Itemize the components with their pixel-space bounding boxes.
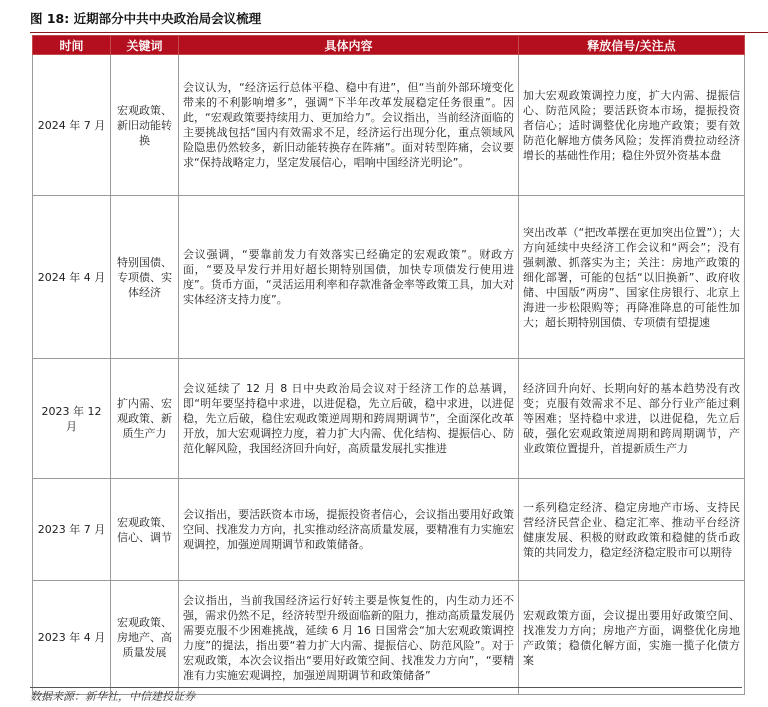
row-time: 2024 年 4 月 [33, 196, 111, 359]
row-time: 2023 年 7 月 [33, 479, 111, 581]
row-content: 会议强调，“要靠前发力有效落实已经确定的宏观政策”。财政方面，“要及早发行并用好超长期特别国债，加快专项债发行使用进度”。货币方面，“灵活运用利率和存款准备金率等政策工具，加大对实体经济支持力度”。 [179, 196, 519, 359]
source-note: 数据来源：新华社，中信建投证券 [30, 690, 195, 703]
table-row [33, 479, 745, 581]
bottom-rule [30, 687, 742, 688]
row-signal: 一系列稳定经济、稳定房地产市场、支持民营经济民营企业、稳定汇率、推动平台经济健康发展、积极的财政政策和稳健的货币政策的共同发力，稳定经济稳定股市可以期待 [519, 479, 745, 581]
row-keywords: 宏观政策、信心、调节 [111, 479, 179, 581]
table-row [33, 359, 745, 479]
row-keywords: 特别国债、专项债、实体经济 [111, 196, 179, 359]
row-content: 会议认为，“经济运行总体平稳、稳中有进”，但“当前外部环境变化带来的不利影响增多”，强调“下半年改革发展稳定任务很重”。因此，“宏观政策要持续用力、更加给力”。会议指出，当前经济面临的主要挑战包括“国内有效需求不足，经济运行出现分化，重点领域风险隐患仍然较多，新旧动能转换存在阵痛”。面对转型阵痛，会议要求“保持战略定力，坚定发展信心，唱响中国经济光明论”。 [179, 55, 519, 196]
row-signal: 宏观政策方面，会议提出要用好政策空间、找准发力方向；房地产方面，调整优化房地产政策；稳债化解方面，实施一揽子化债方案 [519, 581, 745, 695]
header-signal: 释放信号/关注点 [519, 36, 745, 55]
row-signal: 加大宏观政策调控力度，扩大内需、提振信心、防范风险；要活跃资本市场，提振投资者信心；适时调整优化房地产政策；要有效防范化解地方债务风险；发挥消费拉动经济增长的基础性作用；稳住外贸外资基本盘 [519, 55, 745, 196]
table-row [33, 196, 745, 359]
table-row [33, 581, 745, 695]
row-keywords: 宏观政策、房地产、高质量发展 [111, 581, 179, 695]
figure-title: 图 18: 近期部分中共中央政治局会议梳理 [30, 6, 768, 33]
row-keywords: 扩内需、宏观政策、新质生产力 [111, 359, 179, 479]
row-time: 2024 年 7 月 [33, 55, 111, 196]
row-content: 会议延续了 12 月 8 日中央政治局会议对于经济工作的总基调，即“明年要坚持稳中求进，以进促稳，先立后破，稳中求进，以进促稳，先立后破，稳住宏观政策逆周期和跨周期调节”，全面深化改革开放，加大宏观调控力度，着力扩大内需、优化结构、提振信心、防范化解风险，我国经济回升向好，高质量发展扎实推进 [179, 359, 519, 479]
row-keywords: 宏观政策、新旧动能转换 [111, 55, 179, 196]
row-time: 2023 年 12 月 [33, 359, 111, 479]
header-time: 时间 [33, 36, 111, 55]
table-header-row [33, 36, 745, 55]
row-signal: 经济回升向好、长期向好的基本趋势没有改变；克服有效需求不足、部分行业产能过剩等困难；坚持稳中求进，以进促稳，先立后破，强化宏观政策逆周期和跨周期调节，产业政策位置提升，首提新质生产力 [519, 359, 745, 479]
table-row [33, 55, 745, 196]
meetings-table [32, 35, 745, 695]
row-signal: 突出改革（“把改革摆在更加突出位置”）；大方向延续中央经济工作会议和“两会”；没有强刺激、抓落实为主；关注：房地产政策的细化部署，可能的包括“以旧换新”、政府收储、中国版“两房”、国家住房银行、北京上海进一步松限购等；再降准降息的可能性加大；超长期特别国债、专项债有望提速 [519, 196, 745, 359]
header-content: 具体内容 [179, 36, 519, 55]
row-time: 2023 年 4 月 [33, 581, 111, 695]
row-content: 会议指出，要活跃资本市场，提振投资者信心，会议指出要用好政策空间、找准发力方向，扎实推动经济高质量发展，要精准有力实施宏观调控，加强逆周期调节和政策储备。 [179, 479, 519, 581]
header-keywords: 关键词 [111, 36, 179, 55]
row-content: 会议指出，当前我国经济运行好转主要是恢复性的，内生动力还不强，需求仍然不足，经济转型升级面临新的阻力，推动高质量发展仍需要克服不少困难挑战，延续 6 月 16 日国常会“加大宏观政策调控力度”的提法，指出要“着力扩大内需、提振信心、防范风险”。对于宏观政策，本次会议指出“要用好政策空间、找准发力方向”，“要精准有力实施宏观调控，加强逆周期调节和政策储备” [179, 581, 519, 695]
